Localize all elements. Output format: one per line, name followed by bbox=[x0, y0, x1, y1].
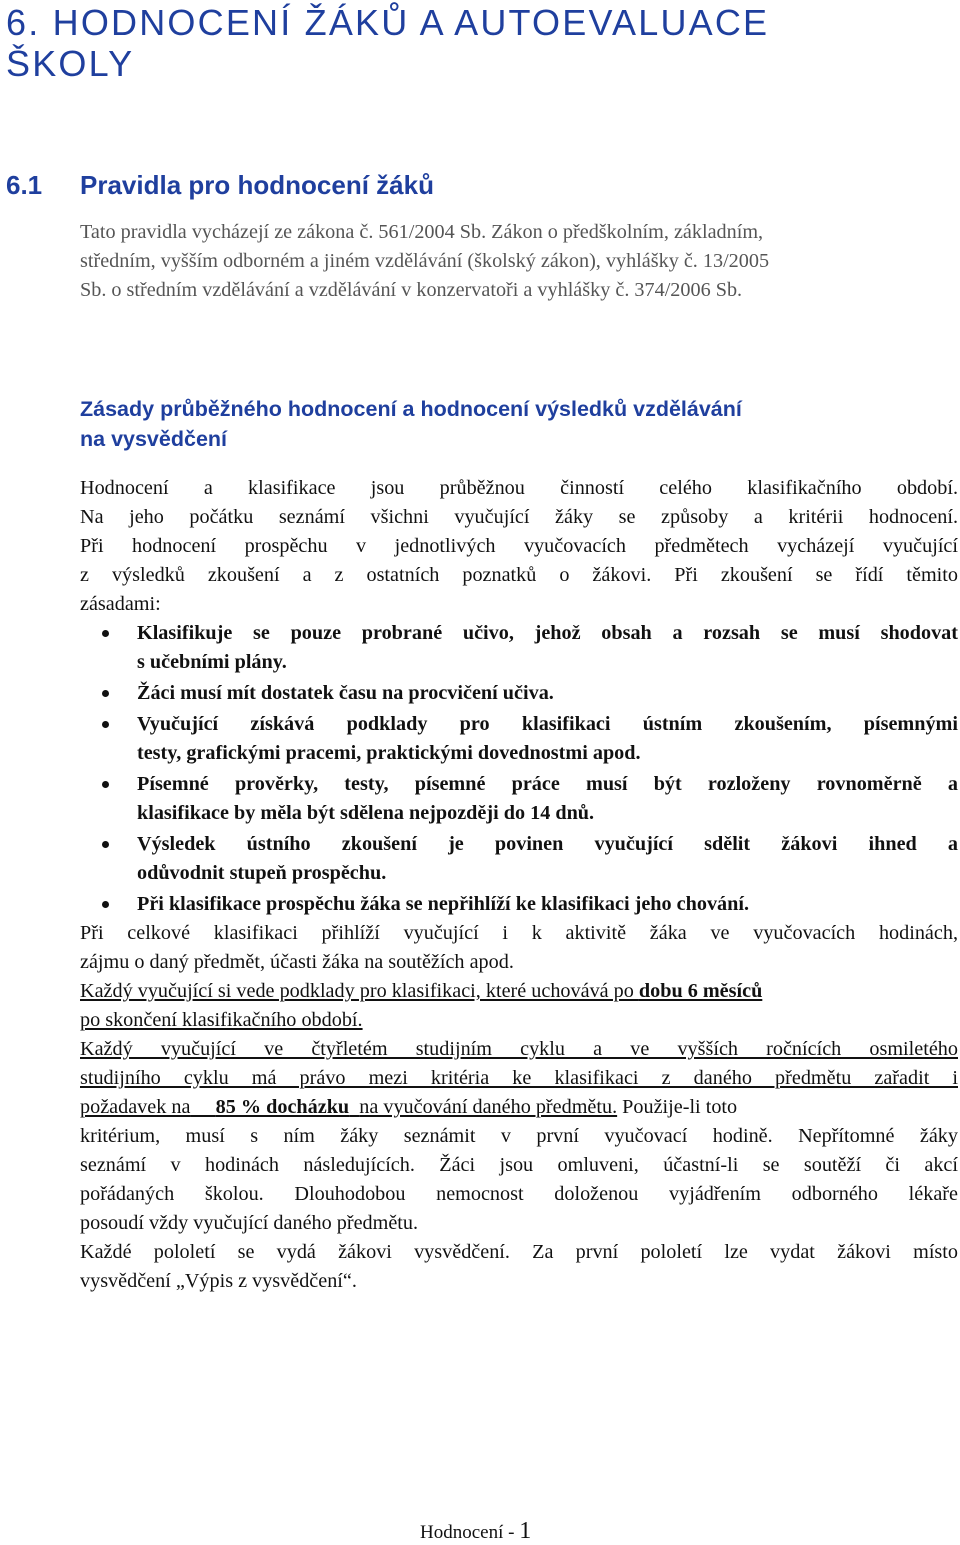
paragraph-report bbox=[80, 1238, 958, 1296]
paragraph-line: Každé pololetí se vydá žákovi vysvědčení. Za první pololetí lze vydat žákovi místo bbox=[80, 1241, 958, 1263]
list-item: Žáci musí mít dostatek času na procvičení učiva. bbox=[80, 679, 958, 708]
paragraph-line: Každý vyučující si vede podklady pro klasifikaci, které uchovává po dobu 6 měsíců bbox=[80, 980, 763, 1002]
paragraph-overall bbox=[80, 919, 958, 977]
intro-line: Sb. o středním vzdělávání a vzdělávání v konzervatoři a vyhlášky č. 374/2006 Sb. bbox=[80, 279, 743, 301]
bullet-icon bbox=[102, 781, 109, 788]
paragraph-line: zásadami: bbox=[80, 593, 161, 615]
paragraph-line: z výsledků zkoušení a z ostatních poznatků o žákovi. Při zkoušení se řídí těmito bbox=[80, 564, 958, 586]
paragraph-line: studijního cyklu má právo mezi kritéria ke klasifikaci z daného předmětu zařadit i bbox=[80, 1067, 958, 1089]
footer-label: Hodnocení - bbox=[420, 1522, 520, 1543]
paragraph-line: Při celkové klasifikaci přihlíží vyučující i k aktivitě žáka ve vyučovacích hodinách, bbox=[80, 922, 958, 944]
page-number: 1 bbox=[519, 1518, 532, 1544]
intro-line: Tato pravidla vycházejí ze zákona č. 561/2004 Sb. Zákon o předškolním, základním, bbox=[80, 221, 764, 243]
paragraph-line: kritérium, musí s ním žáky seznámit v první vyučovací hodině. Nepřítomné žáky bbox=[80, 1125, 958, 1147]
paragraph-line: Každý vyučující ve čtyřletém studijním cyklu a ve vyšších ročnících osmiletého bbox=[80, 1038, 958, 1060]
list-item: Při klasifikace prospěchu žáka se nepřihlíží ke klasifikaci jeho chování. bbox=[80, 890, 958, 919]
bullet-icon bbox=[102, 901, 109, 908]
paragraph-line: po skončení klasifikačního období. bbox=[80, 1009, 363, 1031]
list-item: Vyučující získává podklady pro klasifikaci ústním zkoušením, písemnými testy, grafickými pracemi, praktickými dovednostmi apod. bbox=[80, 710, 958, 768]
subsection-heading-line: Zásady průběžného hodnocení a hodnocení výsledků vzdělávání bbox=[80, 397, 742, 421]
subsection-heading bbox=[80, 394, 958, 454]
section-number: 6.1 bbox=[6, 170, 43, 200]
bullet-icon bbox=[102, 721, 109, 728]
paragraph-line: Na jeho počátku seznámí všichni vyučující žáky se způsoby a kritérii hodnocení. bbox=[80, 506, 958, 528]
attendance-requirement: 85 % docházku bbox=[215, 1096, 350, 1118]
paragraph-line: požadavek na 85 % docházku na vyučování daného předmětu. Použije-li toto bbox=[80, 1096, 738, 1118]
section-title: Pravidla pro hodnocení žáků bbox=[80, 170, 434, 200]
page-footer bbox=[420, 1520, 531, 1544]
principles-list bbox=[80, 619, 958, 921]
chapter-heading: 6. HODNOCENÍ ŽÁKŮ A AUTOEVALUACE ŠKOLY bbox=[6, 2, 770, 84]
bullet-icon bbox=[102, 690, 109, 697]
bullet-icon bbox=[102, 630, 109, 637]
paragraph-line: posoudí vždy vyučující daného předmětu. bbox=[80, 1212, 419, 1234]
intro-paragraph bbox=[80, 218, 958, 305]
intro-line: středním, vyšším odborném a jiném vzdělávání (školský zákon), vyhlášky č. 13/2005 bbox=[80, 250, 770, 272]
paragraph-line: zájmu o daný předmět, účasti žáka na soutěžích apod. bbox=[80, 951, 514, 973]
paragraph-line: vysvědčení „Výpis z vysvědčení“. bbox=[80, 1270, 357, 1292]
paragraph-records bbox=[80, 977, 958, 1035]
subsection-heading-line: na vysvědčení bbox=[80, 427, 228, 451]
bullet-icon bbox=[102, 841, 109, 848]
section-heading bbox=[6, 170, 434, 200]
retention-period: dobu 6 měsíců bbox=[638, 980, 763, 1002]
paragraph-attendance bbox=[80, 1035, 958, 1238]
list-item: Klasifikuje se pouze probrané učivo, jehož obsah a rozsah se musí shodovat s učebními plány. bbox=[80, 619, 958, 677]
paragraph-line: seznámí v hodinách následujících. Žáci jsou omluveni, účastní-li se soutěží či akcí bbox=[80, 1154, 958, 1176]
paragraph-line: pořádaných školou. Dlouhodobou nemocnost doloženou vyjádřením odborného lékaře bbox=[80, 1183, 958, 1205]
paragraph-evaluation bbox=[80, 474, 958, 619]
list-item: Písemné prověrky, testy, písemné práce musí být rozloženy rovnoměrně a klasifikace by měla být sdělena nejpozději do 14 dnů. bbox=[80, 770, 958, 828]
paragraph-line: Hodnocení a klasifikace jsou průběžnou činností celého klasifikačního období. bbox=[80, 477, 958, 499]
paragraph-line: Při hodnocení prospěchu v jednotlivých vyučovacích předmětech vycházejí vyučující bbox=[80, 535, 958, 557]
list-item: Výsledek ústního zkoušení je povinen vyučující sdělit žákovi ihned a odůvodnit stupeň prospěchu. bbox=[80, 830, 958, 888]
